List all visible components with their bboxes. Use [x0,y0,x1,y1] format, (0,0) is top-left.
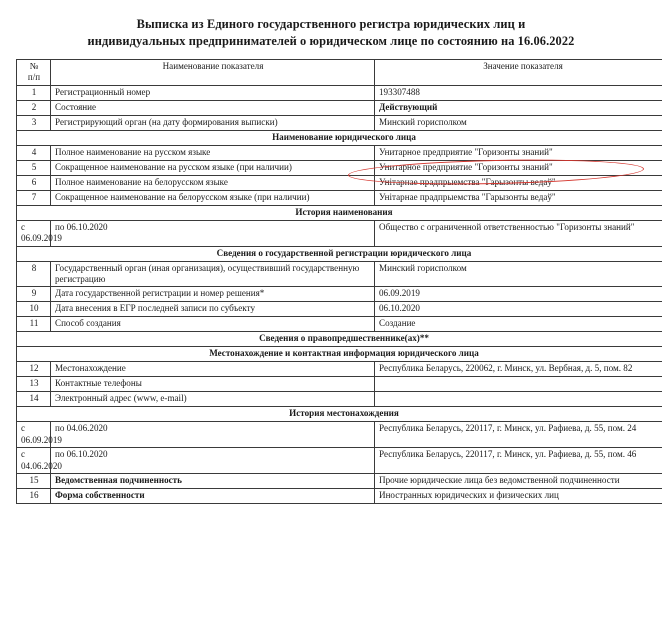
row-value: Действующий [375,100,662,115]
row-label: Состояние [51,100,375,115]
row-number: 3 [17,115,51,130]
section-heading-label: Сведения о правопредшественнике(ах)** [17,332,662,347]
row-value: Республика Беларусь, 220062, г. Минск, ул. Вербная, д. 5, пом. 82 [375,362,662,377]
history-value: Общество с ограниченной ответственностью "Горизонты знаний" [375,220,662,246]
history-date-from: с 06.09.2019 [17,220,51,246]
row-number: 6 [17,175,51,190]
section-heading-row [17,332,662,347]
column-header-number [17,60,51,86]
row-label: Ведомственная подчиненность [51,474,375,489]
table-row [17,145,662,160]
row-label: Государственный орган (иная организация), осуществивший государственную регистрацию [51,261,375,287]
row-value: 06.09.2019 [375,287,662,302]
row-value: Унітарнае прадпрыемства "Гарызонты ведаў" [375,175,662,190]
table-row [17,392,662,407]
row-number: 14 [17,392,51,407]
table-row [17,302,662,317]
row-value: 193307488 [375,85,662,100]
row-label: Полное наименование на белорусском языке [51,175,375,190]
row-value: Унитарное предприятие "Горизонты знаний" [375,145,662,160]
table-row [17,115,662,130]
row-number: 10 [17,302,51,317]
page-title [26,16,636,50]
table-row [17,190,662,205]
section-heading-label: Местонахождение и контактная информация юридического лица [17,347,662,362]
section-heading-label: История местонахождения [17,407,662,422]
table-row [17,175,662,190]
column-header-number-main: № [29,61,39,71]
row-number: 5 [17,160,51,175]
row-number: 7 [17,190,51,205]
table-row [17,261,662,287]
row-number: 13 [17,377,51,392]
row-label: Полное наименование на русском языке [51,145,375,160]
row-number: 12 [17,362,51,377]
row-value: 06.10.2020 [375,302,662,317]
column-header-value: Значение показателя [375,60,662,86]
row-label: Форма собственности [51,489,375,504]
row-number: 2 [17,100,51,115]
table-header-row [17,60,662,86]
column-header-number-sub: п/п [27,72,41,83]
section-heading-label: Наименование юридического лица [17,130,662,145]
section-heading-row [17,347,662,362]
row-value [375,392,662,407]
row-value: Унитарное предприятие "Горизонты знаний" [375,160,662,175]
history-date-to: по 06.10.2020 [51,448,375,474]
row-value: Прочие юридические лица без ведомственной подчиненности [375,474,662,489]
row-label: Сокращенное наименование на белорусском языке (при наличии) [51,190,375,205]
table-row [17,287,662,302]
page-title-line-2: индивидуальных предпринимателей о юридическом лице по состоянию на 16.06.2022 [87,34,575,48]
history-row [17,220,662,246]
row-label: Электронный адрес (www, e-mail) [51,392,375,407]
row-number: 8 [17,261,51,287]
row-number: 16 [17,489,51,504]
row-value: Унітарнае прадпрыемства "Гарызонты ведаў" [375,190,662,205]
table-row [17,85,662,100]
row-label: Способ создания [51,317,375,332]
row-label: Местонахождение [51,362,375,377]
row-label: Сокращенное наименование на русском языке (при наличии) [51,160,375,175]
history-date-from: с 06.09.2019 [17,422,51,448]
row-value: Минский горисполком [375,261,662,287]
row-label: Регистрационный номер [51,85,375,100]
column-header-name: Наименование показателя [51,60,375,86]
row-number: 9 [17,287,51,302]
section-heading-row [17,246,662,261]
row-label: Контактные телефоны [51,377,375,392]
history-value: Республика Беларусь, 220117, г. Минск, ул. Рафиева, д. 55, пом. 46 [375,448,662,474]
history-date-to: по 04.06.2020 [51,422,375,448]
table-row [17,489,662,504]
section-heading-label: Сведения о государственной регистрации юридического лица [17,246,662,261]
history-value: Республика Беларусь, 220117, г. Минск, ул. Рафиева, д. 55, пом. 24 [375,422,662,448]
table-row [17,362,662,377]
row-value: Иностранных юридических и физических лиц [375,489,662,504]
page-title-line-1: Выписка из Единого государственного регистра юридических лиц и [136,17,526,31]
row-number: 1 [17,85,51,100]
registry-table-body [17,60,662,504]
row-value: Минский горисполком [375,115,662,130]
history-date-to: по 06.10.2020 [51,220,375,246]
registry-table [16,59,662,504]
table-row [17,377,662,392]
section-heading-label: История наименования [17,205,662,220]
row-label: Дата государственной регистрации и номер решения* [51,287,375,302]
section-heading-row [17,205,662,220]
row-number: 4 [17,145,51,160]
row-number: 11 [17,317,51,332]
history-date-from: с 04.06.2020 [17,448,51,474]
table-row [17,474,662,489]
row-value [375,377,662,392]
row-label: Регистрирующий орган (на дату формирования выписки) [51,115,375,130]
row-number: 15 [17,474,51,489]
table-row [17,317,662,332]
row-label: Дата внесения в ЕГР последней записи по субъекту [51,302,375,317]
history-row [17,422,662,448]
table-row [17,160,662,175]
section-heading-row [17,130,662,145]
table-row [17,100,662,115]
section-heading-row [17,407,662,422]
history-row [17,448,662,474]
row-value: Создание [375,317,662,332]
